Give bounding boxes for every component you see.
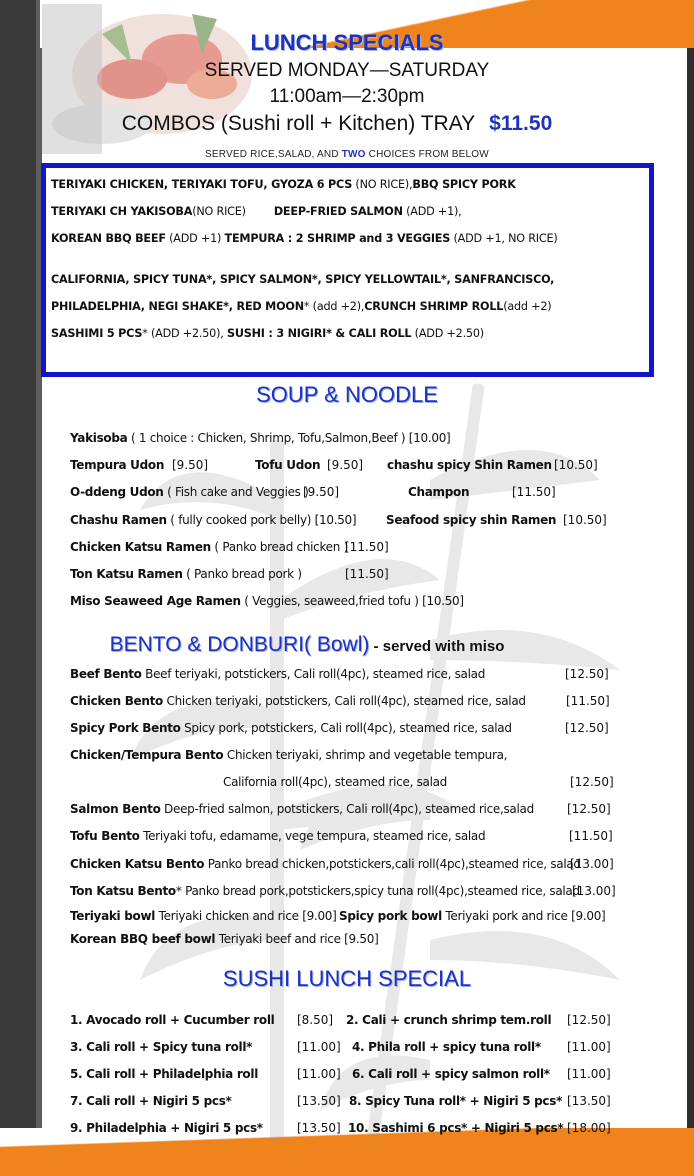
sushi-combo-right [348, 1121, 563, 1135]
bento-item [70, 884, 580, 898]
ton-katsu-ramen-item: Ton Katsu Ramen ( Panko bread pork ) [70, 567, 302, 581]
oddeng-udon-item: O-ddeng Udon ( Fish cake and Veggies ) [70, 485, 309, 499]
served-note-two: TWO [341, 149, 366, 160]
sushi-combo-left [70, 1094, 232, 1108]
sushi-combo-price: [8.50] [297, 1013, 334, 1027]
sushi-combo-name: 9. Philadelphia + Nigiri 5 pcs* [70, 1121, 263, 1135]
served-note [0, 149, 694, 160]
choice-line-5: PHILADELPHIA, NEGI SHAKE*, RED MOON* (add +2),CRUNCH SHRIMP ROLL(add +2) [51, 300, 552, 313]
sushi-combo-price: [11.00] [567, 1067, 611, 1081]
tempura-udon-item: Tempura Udon [70, 458, 165, 472]
bento-item-desc: California roll(4pc), steamed rice, salad [223, 775, 448, 789]
yakisoba-item: Yakisoba ( 1 choice : Chicken, Shrimp, Tofu,Salmon,Beef ) [10.00] [70, 431, 451, 445]
sushi-combo-name: 1. Avocado roll + Cucumber roll [70, 1013, 275, 1027]
bento-item-name: Chicken/Tempura Bento [70, 748, 224, 762]
teriyaki-bowl-item: Teriyaki bowl Teriyaki chicken and rice [9.00] [70, 909, 337, 923]
sushi-combo-right [352, 1067, 550, 1081]
served-note-pre: SERVED RICE,SALAD, AND [205, 149, 342, 160]
bento-item-desc: Teriyaki tofu, edamame, vege tempura, steamed rice, salad [139, 829, 486, 843]
spicy-pork-bowl-item: Spicy pork bowl Teriyaki pork and rice [9.00] [339, 909, 606, 923]
miso-seaweed-ramen-item: Miso Seaweed Age Ramen ( Veggies, seaweed,fried tofu ) [10.50] [70, 594, 464, 608]
combos-line [0, 112, 684, 136]
sushi-lunch-title: SUSHI LUNCH SPECIAL [222, 966, 472, 991]
bento-item-name: Tofu Bento [70, 829, 140, 843]
bento-title [0, 633, 654, 657]
bento-item-name: Salmon Bento [70, 802, 161, 816]
bento-item-desc: Chicken teriyaki, potstickers, Cali roll(4pc), steamed rice, salad [163, 694, 526, 708]
chashu-shin-price: [10.50] [554, 458, 598, 472]
tempura-udon-price: [9.50] [172, 458, 209, 472]
sushi-combo-price: [13.50] [297, 1121, 341, 1135]
sushi-combo-left [70, 1040, 252, 1054]
chashu-ramen-item: Chashu Ramen ( fully cooked pork belly) [10.50] [70, 513, 357, 527]
sushi-combo-left [70, 1067, 258, 1081]
left-dark-border [0, 0, 40, 1176]
sushi-combo-price: [18.00] [567, 1121, 611, 1135]
bento-item-desc: Deep-fried salmon, potstickers, Cali roll(4pc), steamed rice,salad [160, 802, 534, 816]
sushi-combo-left [70, 1121, 263, 1135]
champon-price: [11.50] [512, 485, 556, 499]
bento-item-price: [12.50] [567, 802, 611, 816]
served-days: SERVED MONDAY—SATURDAY [204, 60, 490, 81]
bento-item-price: [12.50] [565, 721, 609, 735]
chashu-shin-item: chashu spicy Shin Ramen [387, 458, 552, 472]
bento-item-name: Chicken Katsu Bento [70, 857, 205, 871]
sushi-combo-left [70, 1013, 274, 1027]
bento-item [70, 694, 526, 708]
bento-item-name: Beef Bento [70, 667, 142, 681]
bento-item [70, 721, 512, 735]
bento-item-desc: Chicken teriyaki, shrimp and vegetable tempura, [223, 748, 508, 762]
bento-item-desc: Panko bread chicken,potstickers,cali roll(4pc),steamed rice, salad [204, 857, 581, 871]
sushi-combo-price: [11.00] [297, 1040, 341, 1054]
right-dark-border [687, 0, 694, 1176]
bento-item-desc: * Panko bread pork,potstickers,spicy tuna roll(4pc),steamed rice, salad [175, 884, 580, 898]
ton-katsu-ramen-price: [11.50] [345, 567, 389, 581]
bento-item-desc: Beef teriyaki, potstickers, Cali roll(4pc), steamed rice, salad [141, 667, 486, 681]
served-hours: 11:00am—2:30pm [269, 86, 425, 107]
sushi-combo-name: 4. Phila roll + spicy tuna roll* [352, 1040, 541, 1054]
combos-label: COMBOS (Sushi roll + Kitchen) TRAY [121, 112, 476, 135]
korean-bbq-bowl-item: Korean BBQ beef bowl Teriyaki beef and rice [9.50] [70, 932, 379, 946]
bento-item-desc: Spicy pork, potstickers, Cali roll(4pc), steamed rice, salad [180, 721, 512, 735]
bento-item-name: Spicy Pork Bento [70, 721, 181, 735]
combo-choices-box [41, 163, 654, 377]
bento-item [70, 857, 581, 871]
bento-item [70, 748, 507, 762]
sushi-combo-price: [11.00] [297, 1067, 341, 1081]
tofu-udon-price: [9.50] [327, 458, 364, 472]
sushi-combo-name: 7. Cali roll + Nigiri 5 pcs* [70, 1094, 232, 1108]
bento-item-price: [13.00] [570, 857, 614, 871]
choice-line-1: TERIYAKI CHICKEN, TERIYAKI TOFU, GYOZA 6 PCS (NO RICE),BBQ SPICY PORK [51, 178, 516, 191]
choice-line-2: TERIYAKI CH YAKISOBA(NO RICE) DEEP-FRIED SALMON (ADD +1), [51, 205, 462, 218]
sushi-combo-name: 8. Spicy Tuna roll* + Nigiri 5 pcs* [349, 1094, 563, 1108]
combos-price: $11.50 [489, 112, 553, 135]
served-note-post: CHOICES FROM BELOW [365, 149, 489, 160]
bento-item [70, 802, 534, 816]
bento-item-price: [11.50] [566, 694, 610, 708]
sushi-combo-right [349, 1094, 562, 1108]
chicken-katsu-ramen-price: [11.50] [345, 540, 389, 554]
bento-item-price: [11.50] [569, 829, 613, 843]
oddeng-udon-price: [9.50] [303, 485, 340, 499]
sushi-combo-name: 6. Cali roll + spicy salmon roll* [352, 1067, 550, 1081]
bento-item-price: [12.50] [565, 667, 609, 681]
sushi-combo-price: [13.50] [567, 1094, 611, 1108]
sushi-combo-price: [13.50] [297, 1094, 341, 1108]
bento-item-price: [13.00] [572, 884, 616, 898]
sushi-combo-name: 5. Cali roll + Philadelphia roll [70, 1067, 259, 1081]
bento-item-name: Ton Katsu Bento [70, 884, 176, 898]
bento-item [70, 667, 485, 681]
tofu-udon-item: Tofu Udon [255, 458, 321, 472]
choice-line-6: SASHIMI 5 PCS* (ADD +2.50), SUSHI : 3 NIGIRI* & CALI ROLL (ADD +2.50) [51, 327, 484, 340]
sushi-combo-right [352, 1040, 541, 1054]
bento-title-text: BENTO & DONBURI( Bowl) [109, 633, 370, 656]
sushi-combo-price: [12.50] [567, 1013, 611, 1027]
bento-item-price: [12.50] [570, 775, 614, 789]
chicken-katsu-ramen-item: Chicken Katsu Ramen ( Panko bread chicken ) [70, 540, 348, 554]
champon-item: Champon [408, 485, 470, 499]
sushi-combo-right [346, 1013, 551, 1027]
bento-subtitle: - served with miso [369, 638, 505, 655]
bento-item [70, 829, 485, 843]
seafood-shin-item: Seafood spicy shin Ramen [386, 513, 557, 527]
soup-noodle-title: SOUP & NOODLE [256, 382, 438, 407]
sushi-combo-name: 2. Cali + crunch shrimp tem.roll [346, 1013, 552, 1027]
choice-line-4: CALIFORNIA, SPICY TUNA*, SPICY SALMON*, SPICY YELLOWTAIL*, SANFRANCISCO, [51, 273, 555, 286]
choice-line-3: KOREAN BBQ BEEF (ADD +1) TEMPURA : 2 SHRIMP and 3 VEGGIES (ADD +1, NO RICE) [51, 232, 558, 245]
bento-item [223, 775, 447, 789]
sushi-combo-name: 10. Sashimi 6 pcs* + Nigiri 5 pcs* [348, 1121, 564, 1135]
seafood-shin-price: [10.50] [563, 513, 607, 527]
sushi-combo-price: [11.00] [567, 1040, 611, 1054]
bento-item-name: Chicken Bento [70, 694, 164, 708]
sushi-combo-name: 3. Cali roll + Spicy tuna roll* [70, 1040, 253, 1054]
lunch-specials-title: LUNCH SPECIALS [250, 30, 444, 55]
